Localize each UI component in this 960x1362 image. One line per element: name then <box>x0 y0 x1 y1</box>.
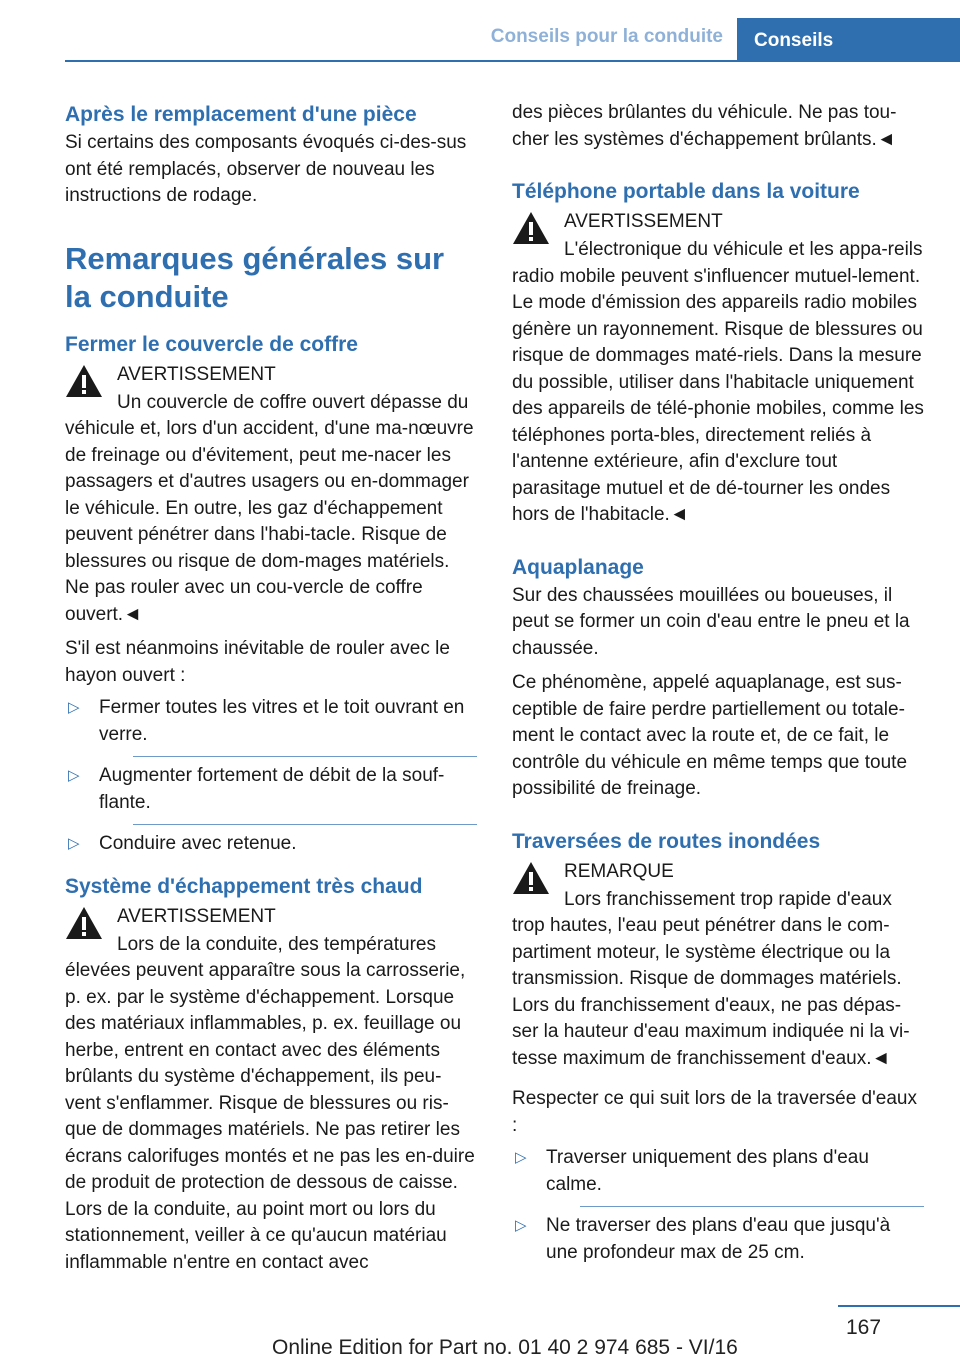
warning-body: Lors de la conduite, des températures élevées peuvent apparaître sous la carrosserie, p. ex. par le système d'échappement. Lorsque des matériaux inflammables, p. ex. feuillage ou herbe, entrent en contact avec des éléments brûlants du système d'échappement, ils peu-vent s'enflammer. Risque de blessures ou ris-que de dommages matériels. Ne pas retirer les écrans calorifuges montés et ne pas les en-duire de produit de protection de dessous de caisse. Lors de la conduite, au point mort ou lors du stationnement, veiller à ce qu'aucun matériau inflammable n'entre en contact avec <box>65 933 475 1273</box>
edition-note: Online Edition for Part no. 01 40 2 974 685 - VI/16 <box>272 1336 738 1359</box>
header-rule <box>65 60 960 62</box>
note-body: Lors franchissement trop rapide d'eaux trop hautes, l'eau peut pénétrer dans le com-partiment moteur, le système électrique ou la transmission. Risque de dommages matériels. Lors du franchissement d'eaux, ne pas dépas-ser la hauteur d'eau maximum indiquée ni la vi-tesse maximum de franchissement d'eaux.◄ <box>512 888 910 1069</box>
heading-general-remarks: Remarques générales sur la conduite <box>65 240 445 314</box>
list-item: ▷ Traverser uniquement des plans d'eau calme. <box>512 1145 924 1207</box>
header-section-label: Conseils pour la conduite <box>490 26 723 47</box>
triangle-bullet-icon: ▷ <box>68 699 80 716</box>
warning-triangle-icon <box>512 211 550 245</box>
paragraph-unavoidable: S'il est néanmoins inévitable de rouler avec le hayon ouvert : <box>65 638 450 686</box>
list-open-tailgate <box>65 695 477 858</box>
list-item: ▷ Ne traverser des plans d'eau que jusqu'à une profondeur max de 25 cm. <box>515 1215 891 1263</box>
page-number: 167 <box>846 1316 882 1339</box>
header-chapter-tab: Conseils <box>737 18 960 60</box>
triangle-bullet-icon: ▷ <box>68 835 80 852</box>
warning-triangle-icon <box>65 364 103 398</box>
triangle-bullet-icon: ▷ <box>515 1217 527 1234</box>
footer-rule <box>838 1305 960 1307</box>
warning-phone <box>512 207 924 529</box>
list-item: ▷ Fermer toutes les vitres et le toit ouvrant en verre. <box>65 695 477 757</box>
heading-close-trunk: Fermer le couvercle de coffre <box>65 332 358 356</box>
heading-after-replacement: Après le remplacement d'une pièce <box>65 103 417 126</box>
left-column <box>65 100 477 1276</box>
warning-title: AVERTISSEMENT <box>564 211 723 232</box>
warning-triangle-icon <box>512 861 550 895</box>
heading-flooded-roads: Traversées de routes inondées <box>512 829 821 853</box>
paragraph-respect: Respecter ce qui suit lors de la traversée d'eaux : <box>512 1088 917 1136</box>
warning-body: L'électronique du véhicule et les appa-reils radio mobile peuvent s'influencer mutuel-lement. Le mode d'émission des appareils radio mobiles génère un rayonnement. Risque de blessures ou risque de dommages maté-riels. Dans la mesure du possible, utiliser dans l'habitacle uniquement des appareils de télé-phonie mobiles, comme les téléphones porta-bles, directement reliés à l'antenne extérieure, afin d'exclure tout parasitage mutuel et de dé-tourner les ondes hors de l'habitacle.◄ <box>512 239 924 525</box>
list-flood-crossing <box>512 1145 924 1266</box>
warning-exhaust <box>65 902 477 1277</box>
heading-hot-exhaust: Système d'échappement très chaud <box>65 874 423 898</box>
triangle-bullet-icon: ▷ <box>515 1149 527 1166</box>
note-flood <box>512 857 924 1073</box>
warning-body: Un couvercle de coffre ouvert dépasse du véhicule et, lors d'un accident, d'une ma-nœuvre de freinage ou d'évitement, peut me-nacer les passagers et d'autres usagers ou en-dommager le véhicule. En outre, les gaz d'échappement peuvent pénétrer dans l'habi-tacle. Risque de blessures ou risque de dom-mages matériels. Ne pas rouler avec un cou-vercle de coffre ouvert.◄ <box>65 391 474 625</box>
list-item: ▷ Conduire avec retenue. <box>65 831 477 858</box>
list-item: ▷ Augmenter fortement de débit de la souf-flante. <box>65 763 477 825</box>
paragraph-replacement: Si certains des composants évoqués ci-des-sus ont été remplacés, observer de nouveau les instructions de rodage. <box>65 132 467 206</box>
paragraph-continued: des pièces brûlantes du véhicule. Ne pas tou-cher les systèmes d'échappement brûlants.◄ <box>512 102 897 150</box>
heading-aquaplaning: Aquaplanage <box>512 555 644 579</box>
warning-trunk <box>65 360 477 629</box>
triangle-bullet-icon: ▷ <box>68 767 80 784</box>
heading-mobile-phone: Téléphone portable dans la voiture <box>512 180 860 203</box>
paragraph-aquaplaning-2: Ce phénomène, appelé aquaplanage, est sus-ceptible de faire perdre partiellement ou totale-ment le contact avec la route et, de ce fait, le contrôle du véhicule en même temps que toute possibilité de freinage. <box>512 672 908 799</box>
warning-title: AVERTISSEMENT <box>117 363 276 385</box>
right-column <box>512 100 924 1272</box>
warning-title: AVERTISSEMENT <box>117 905 276 927</box>
note-title: REMARQUE <box>564 860 674 882</box>
paragraph-aquaplaning-1: Sur des chaussées mouillées ou boueuses, il peut se former un coin d'eau entre le pneu et la chaussée. <box>512 584 910 659</box>
page-header <box>0 0 960 62</box>
warning-triangle-icon <box>65 906 103 940</box>
